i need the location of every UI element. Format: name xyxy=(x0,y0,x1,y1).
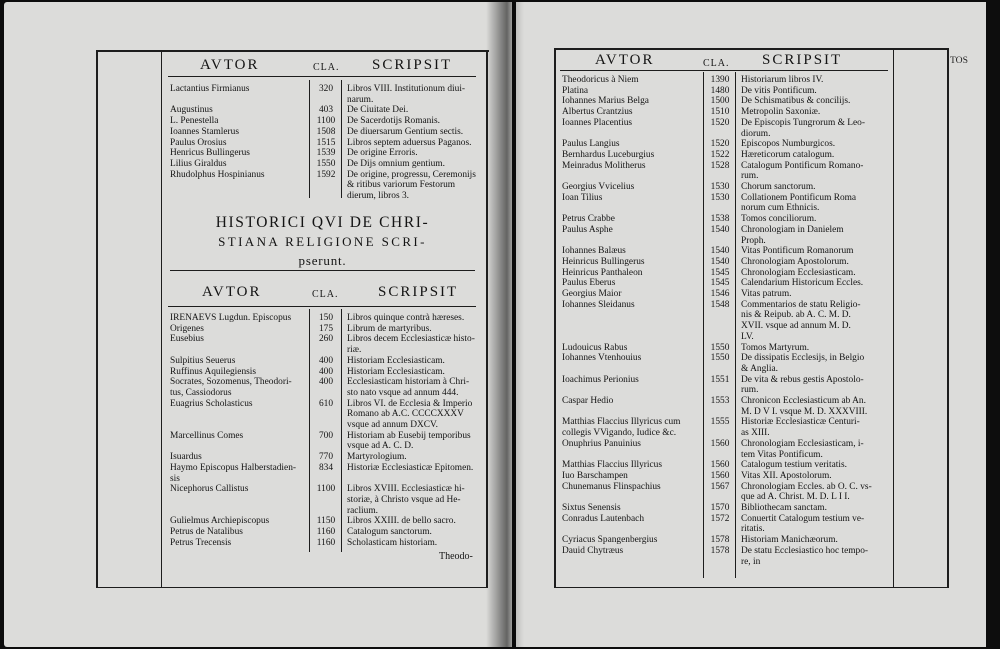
scripsit-text: De Ciuitate Dei. xyxy=(347,105,409,116)
left-header-underline xyxy=(168,76,476,77)
class-year: 1560 xyxy=(710,470,730,481)
scripsit-text: & Anglia. xyxy=(741,363,778,374)
scripsit-text: De Schismatibus & concilijs. xyxy=(741,96,851,107)
class-year: 1522 xyxy=(710,149,730,160)
scripsit-text: Chronologiam Apostolorum. xyxy=(741,256,849,267)
scripsit-text: Historiam Manichæorum. xyxy=(741,535,838,546)
book-gutter xyxy=(486,2,524,647)
scripsit-text: De Dijs omnium gentium. xyxy=(347,158,445,169)
scripsit-text: Catalogum Pontificum Romano- xyxy=(741,160,864,171)
class-year: 403 xyxy=(318,105,334,116)
scripsit-text: De dissipatis Ecclesijs, in Belgio xyxy=(741,353,865,364)
right-header-cla: CLA. xyxy=(703,58,730,69)
class-year: 1570 xyxy=(710,503,730,513)
scripsit-text: storiæ, à Christo vsque ad He- xyxy=(347,494,461,505)
class-year: 1560 xyxy=(710,460,730,471)
scripsit-text: Libros VIII. Institutionum diui- xyxy=(347,84,466,94)
scripsit-text: Ecclesiasticam historiam à Chri- xyxy=(347,377,470,388)
class-year: 1520 xyxy=(710,139,730,150)
scripsit-text: Calendarium Historicum Eccles. xyxy=(741,278,864,289)
right-frame-bottom xyxy=(555,587,948,588)
author-name: Conradus Lautenbach xyxy=(562,513,645,524)
scripsit-text: De origine Erroris. xyxy=(347,148,418,159)
right-header-underline xyxy=(560,70,888,71)
author-name: tus, Cassiodorus xyxy=(170,387,232,398)
class-year: 610 xyxy=(318,398,334,409)
author-name: Heinricus Panthaleon xyxy=(562,267,643,278)
class-year: 400 xyxy=(318,366,334,377)
left-header2-underline xyxy=(168,306,476,307)
author-name: Gulielmus Archiepiscopus xyxy=(170,516,270,527)
author-name: Matthias Flaccius Illyricus xyxy=(562,460,662,471)
author-name: Bernhardus Luceburgius xyxy=(562,149,655,160)
left-section-title xyxy=(170,213,475,270)
author-name: Dauid Chytræus xyxy=(562,545,624,556)
scripsit-text: Historiam Ecclesiasticam. xyxy=(347,366,445,377)
left-col-rule-2 xyxy=(341,80,342,198)
author-name: Euagrius Scholasticus xyxy=(170,398,253,409)
scripsit-text: sto nato vsque ad annum 444. xyxy=(347,387,459,398)
catchword: Theodo- xyxy=(439,551,473,562)
class-year: 1520 xyxy=(710,117,730,128)
right-header-scripsit: SCRIPSIT xyxy=(762,52,843,68)
scripsit-text: Bibliothecam sanctam. xyxy=(741,503,827,513)
class-year: 1551 xyxy=(710,374,730,385)
class-year: 1508 xyxy=(316,126,336,137)
author-name: Iohannes Vtenhouius xyxy=(562,353,642,364)
scripsit-text: Libros XVIII. Ecclesiasticæ hi- xyxy=(347,484,465,495)
class-year: 1578 xyxy=(710,535,730,546)
author-name: Iohannes Balæus xyxy=(562,246,626,257)
scripsit-text: que ad A. Christ. M. D. L I I. xyxy=(741,492,850,503)
left-inner-rule xyxy=(161,52,162,587)
class-year: 175 xyxy=(318,323,334,334)
scripsit-text: ritatis. xyxy=(741,524,765,535)
left-frame-bottom xyxy=(97,587,488,588)
class-year: 770 xyxy=(318,452,334,463)
left-header-scripsit: SCRIPSIT xyxy=(372,57,453,73)
left-col-rule-1 xyxy=(309,80,310,198)
author-name: Heinricus Bullingerus xyxy=(562,256,645,267)
class-year: 1150 xyxy=(316,516,336,527)
author-name: Petrus Trecensis xyxy=(170,537,232,548)
author-name: Chunemanus Flinspachius xyxy=(562,481,661,492)
scripsit-text: Tomos Martyrum. xyxy=(741,342,810,353)
scripsit-text: Commentarios de statu Religio- xyxy=(741,299,861,310)
author-name: Ioannes Placentius xyxy=(562,117,633,128)
class-year: 1100 xyxy=(316,484,336,495)
author-name: Petrus de Natalibus xyxy=(170,527,243,537)
author-name: Platina xyxy=(562,85,589,96)
author-name: sis xyxy=(170,473,180,484)
class-year: 1548 xyxy=(710,299,730,310)
author-name: Nicephorus Callistus xyxy=(170,484,249,495)
class-year: 1553 xyxy=(710,396,730,406)
scripsit-text: Vitas Pontificum Romanorum xyxy=(741,246,854,257)
scripsit-text: Catalogum testium veritatis. xyxy=(741,460,847,471)
class-year: 320 xyxy=(318,84,334,94)
class-year: 1550 xyxy=(316,158,336,169)
author-name: Meinradus Molitherus xyxy=(562,160,646,171)
scripsit-text: Historiam ab Eusebij temporibus xyxy=(347,430,471,441)
scripsit-text: Libros XXIII. de bello sacro. xyxy=(347,516,456,527)
class-year: 1539 xyxy=(316,148,336,159)
class-year: 1545 xyxy=(710,278,730,289)
scripsit-text: Martyrologium. xyxy=(347,452,407,463)
left-header2-scripsit: SCRIPSIT xyxy=(378,284,459,300)
class-year: 1540 xyxy=(710,246,730,257)
scripsit-text: Libros decem Ecclesiasticæ histo- xyxy=(347,334,475,345)
author-name: Iohannes Sleidanus xyxy=(562,299,635,310)
left-header2-autor: AVTOR xyxy=(202,284,262,300)
scripsit-text: Historiam Ecclesiasticam. xyxy=(347,355,445,366)
class-year: 1550 xyxy=(710,342,730,353)
author-name: Georgius Maior xyxy=(562,289,622,299)
scripsit-text: Historiæ Ecclesiasticæ Epitomen. xyxy=(347,462,474,473)
class-year: 1510 xyxy=(710,107,730,118)
scripsit-text: De vita & rebus gestis Apostolo- xyxy=(741,374,864,385)
author-name: Caspar Hedio xyxy=(562,396,614,406)
class-year: 1480 xyxy=(710,85,730,96)
scripsit-text: Libros VI. de Ecclesia & Imperio xyxy=(347,398,473,409)
author-name: Ludouicus Rabus xyxy=(562,342,628,353)
author-name: Cyriacus Spangenbergius xyxy=(562,535,658,546)
scripsit-text: riæ. xyxy=(347,345,362,356)
author-name: Ruffinus Aquilegiensis xyxy=(170,366,257,377)
section-title-line1: HISTORICI QVI DE CHRI- xyxy=(215,214,430,231)
author-name: L. Penestella xyxy=(170,116,219,127)
author-name: Socrates, Sozomenus, Theodori- xyxy=(170,377,292,388)
left-header2-cla: CLA. xyxy=(312,289,339,300)
class-year: 1390 xyxy=(710,75,730,85)
section-title-line2: STIANA RELIGIONE SCRI- xyxy=(218,234,427,249)
class-year: 1592 xyxy=(316,169,336,180)
author-name: Albertus Crantzius xyxy=(562,107,633,118)
author-name: Onuphrius Panuinius xyxy=(562,438,641,449)
scripsit-text: De vitis Pontificum. xyxy=(741,85,817,96)
class-year: 1100 xyxy=(316,116,336,127)
class-year: 1500 xyxy=(710,96,730,107)
class-year: 1550 xyxy=(710,353,730,364)
scripsit-text: De Sacerdotijs Romanis. xyxy=(347,116,440,127)
scripsit-text: XVII. vsque ad annum M. D. xyxy=(741,321,851,332)
scripsit-text: Proph. xyxy=(741,235,766,246)
class-year: 1160 xyxy=(316,527,336,537)
author-name: Augustinus xyxy=(170,105,213,116)
author-name: Henricus Bullingerus xyxy=(170,148,250,159)
left-section-rule xyxy=(170,270,475,271)
author-name: Sulpitius Seuerus xyxy=(170,355,236,366)
class-year: 1530 xyxy=(710,192,730,203)
left-frame-top xyxy=(97,50,489,52)
author-name: Iohannes Marius Belga xyxy=(562,96,649,107)
author-name: Theodoricus à Niem xyxy=(562,75,639,85)
author-name: Georgius Vvicelius xyxy=(562,182,635,192)
scripsit-text: M. D V I. vsque M. D. XXXVIII. xyxy=(741,406,868,417)
class-year: 1528 xyxy=(710,160,730,171)
scripsit-text: tem Vitas Pontificum. xyxy=(741,449,823,460)
scripsit-text: De origine, progressu, Ceremonijs xyxy=(347,169,476,180)
class-year: 1515 xyxy=(316,137,336,148)
scripsit-text: Chronologiam Ecclesiasticam, i- xyxy=(741,438,864,449)
class-year: 1572 xyxy=(710,513,730,524)
scripsit-text: Scholasticam historiam. xyxy=(347,537,438,548)
class-year: 1538 xyxy=(710,214,730,225)
left-header-autor: AVTOR xyxy=(200,57,260,73)
scripsit-text: Collationem Pontificum Roma xyxy=(741,192,857,203)
scripsit-text: Catalogum sanctorum. xyxy=(347,527,432,537)
author-name: IRENAEVS Lugdun. Episcopus xyxy=(170,313,292,323)
class-year: 1540 xyxy=(710,256,730,267)
scripsit-text: Librum de martyribus. xyxy=(347,323,432,334)
scripsit-text: re, in xyxy=(741,556,761,567)
scripsit-text: Libros quinque contrà hæreses. xyxy=(347,313,465,323)
class-year: 1160 xyxy=(316,537,336,548)
class-year: 260 xyxy=(318,334,334,345)
right-col-rule-2 xyxy=(735,72,736,578)
scripsit-text: Historiæ Ecclesiasticæ Centuri- xyxy=(741,417,860,428)
scripsit-text: Romano ab A.C. CCCCXXXV xyxy=(347,409,464,420)
scripsit-text: Tomos conciliorum. xyxy=(741,214,817,225)
author-name: Matthias Flaccius Illyricus cum xyxy=(562,417,681,428)
class-year: 1540 xyxy=(710,224,730,235)
scripsit-text: Chronologiam Eccles. ab O. C. vs- xyxy=(741,481,872,492)
scripsit-text: vsque ad A. C. D. xyxy=(347,441,414,452)
left2-col-rule-1 xyxy=(309,309,310,552)
scripsit-text: rum. xyxy=(741,171,759,182)
author-name: Paulus Asphe xyxy=(562,224,613,235)
scripsit-text: Historiarum libros IV. xyxy=(741,75,824,85)
right-frame-left xyxy=(554,48,556,588)
scripsit-text: Episcopos Numburgicos. xyxy=(741,139,836,150)
class-year: 834 xyxy=(318,462,334,473)
section-title-line3: pserunt. xyxy=(298,253,347,268)
author-name: Marcellinus Comes xyxy=(170,430,244,441)
right-inner-rule xyxy=(893,50,894,587)
class-year: 400 xyxy=(318,377,334,388)
scripsit-text: norum cum Ethnicis. xyxy=(741,203,820,214)
class-year: 1578 xyxy=(710,545,730,556)
scripsit-text: Libros septem aduersus Paganos. xyxy=(347,137,472,148)
author-name: Lactantius Firmianus xyxy=(170,84,250,94)
class-year: 700 xyxy=(318,430,334,441)
author-name: Eusebius xyxy=(170,334,204,345)
scripsit-text: Chronicon Ecclesiasticum ab An. xyxy=(741,396,866,406)
class-year: 1560 xyxy=(710,438,730,449)
class-year: 1567 xyxy=(710,481,730,492)
scripsit-text: dierum, libros 3. xyxy=(347,191,409,201)
author-name: Ioannes Stamlerus xyxy=(170,126,239,137)
author-name: Ioachimus Perionius xyxy=(562,374,639,385)
scripsit-text: Hæreticorum catalogum. xyxy=(741,149,835,160)
right-frame-top xyxy=(555,48,948,50)
author-name: Haymo Episcopus Halberstadien- xyxy=(170,462,297,473)
scripsit-text: Metropolin Saxoniæ. xyxy=(741,107,821,118)
author-name: Paulus Eberus xyxy=(562,278,616,289)
scripsit-text: rum. xyxy=(741,385,759,396)
scripsit-text: diorum. xyxy=(741,128,771,139)
left-frame-right xyxy=(486,50,488,588)
scripsit-text: as XIII. xyxy=(741,428,770,439)
scripsit-text: vsque ad annum DXCV. xyxy=(347,420,438,430)
scripsit-text: De Episcopis Tungrorum & Leo- xyxy=(741,117,865,128)
author-name: Paulus Langius xyxy=(562,139,620,150)
left-header-cla: CLA. xyxy=(313,62,340,73)
author-name: Origenes xyxy=(170,323,204,334)
scripsit-text: LV. xyxy=(741,331,754,342)
author-name: Rhudolphus Hospinianus xyxy=(170,169,265,180)
scripsit-text: Chronologiam Ecclesiasticam. xyxy=(741,267,856,278)
author-name: Petrus Crabbe xyxy=(562,214,615,225)
left2-col-rule-2 xyxy=(341,309,342,552)
right-edge-text: TOS xyxy=(950,55,968,66)
scripsit-text: narum. xyxy=(347,94,374,105)
scripsit-text: De statu Ecclesiastico hoc tempo- xyxy=(741,545,869,556)
author-name: Iuo Barschampen xyxy=(562,470,628,481)
scripsit-text: Vitas patrum. xyxy=(741,289,792,299)
author-name: collegis VVigando, Iudice &c. xyxy=(562,428,677,439)
scripsit-text: & ritibus variorum Festorum xyxy=(347,180,456,191)
author-name: Paulus Orosius xyxy=(170,137,227,148)
author-name: Isuardus xyxy=(170,452,202,463)
scripsit-text: Vitas XII. Apostolorum. xyxy=(741,470,832,481)
author-name: Lilius Giraldus xyxy=(170,158,227,169)
left-frame-left xyxy=(96,50,98,588)
class-year: 1545 xyxy=(710,267,730,278)
scripsit-text: nis & Reipub. ab A. C. M. D. xyxy=(741,310,851,321)
class-year: 1530 xyxy=(710,182,730,192)
scripsit-text: Chorum sanctorum. xyxy=(741,182,816,192)
class-year: 150 xyxy=(318,313,334,323)
right-header-autor: AVTOR xyxy=(595,52,655,68)
scripsit-text: Chronologiam in Danielem xyxy=(741,224,844,235)
class-year: 400 xyxy=(318,355,334,366)
right-frame-right xyxy=(947,48,949,588)
scripsit-text: De diuersarum Gentium sectis. xyxy=(347,126,464,137)
scripsit-text: Conuertit Catalogum testium ve- xyxy=(741,513,865,524)
author-name: Sixtus Senensis xyxy=(562,503,621,513)
class-year: 1546 xyxy=(710,289,730,299)
right-col-rule-1 xyxy=(703,72,704,578)
author-name: Ioan Tilius xyxy=(562,192,603,203)
scripsit-text: raclium. xyxy=(347,505,378,516)
class-year: 1555 xyxy=(710,417,730,428)
